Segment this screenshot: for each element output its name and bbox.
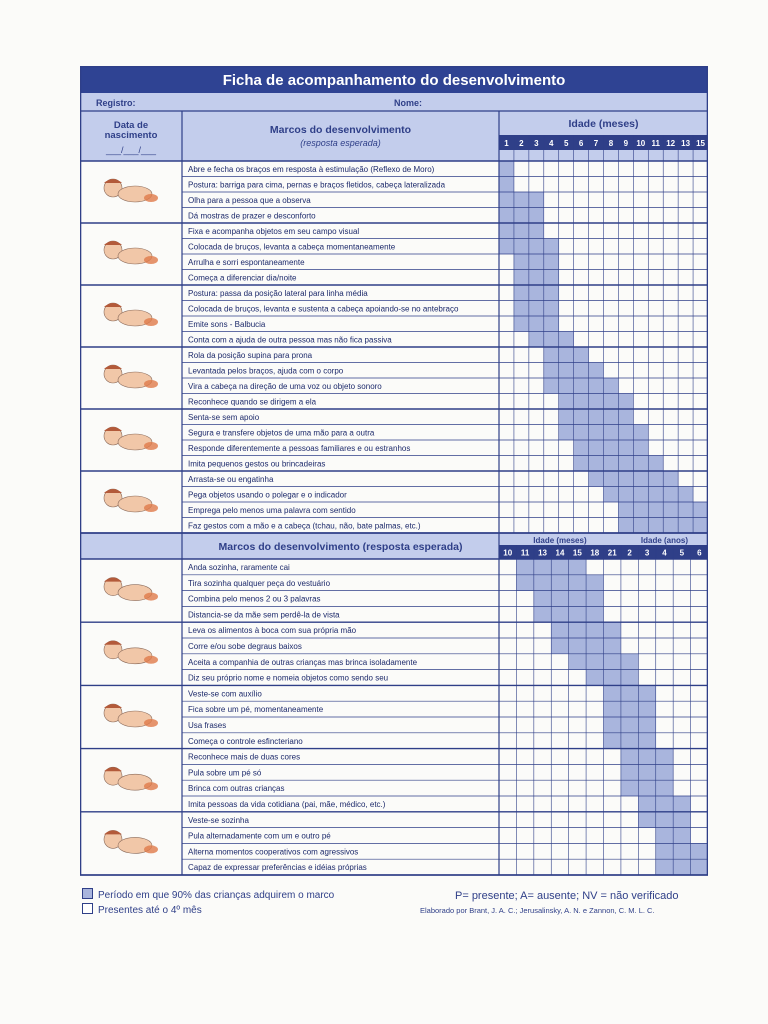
shade2-5-3 [551,638,568,654]
shade1-19-6 [589,456,604,472]
milestone1-22: Emprega pelo menos uma palavra com sentido [188,506,356,515]
shade2-8-6 [604,685,621,701]
milestone1-1: Postura: barriga para cima, pernas e braços fletidos, cabeça lateralizada [188,180,446,190]
baby-illustration-hair-4 [104,427,122,431]
age2-col-10: 5 [679,548,685,558]
milestone2-4: Leva os alimentos à boca com sua própria mão [188,626,357,636]
shade2-6-4 [569,654,586,670]
shade2-2-5 [586,591,603,607]
age-col-5: 5 [563,139,569,148]
baby-illustration-limb-2 [144,318,158,326]
milestone1-19: Imita pequenos gestos ou brincadeiras [188,459,326,469]
shade1-18-5 [574,440,589,456]
age-col-2: 2 [519,139,524,148]
shade1-14-5 [574,378,589,394]
baby-illustration-limb-8 [144,719,158,727]
milestone1-7: Começa a diferenciar dia/noite [188,273,297,283]
milestone1-8: Postura: passa da posição lateral para linha média [188,289,368,298]
shade2-13-7 [621,764,638,780]
shade1-15-7 [604,394,619,410]
age-col-8: 8 [608,139,614,148]
baby-illustration-limb-3 [144,380,158,388]
shade1-15-5 [574,394,589,410]
baby-illustration-limb-4 [144,442,158,450]
shade1-20-8 [618,471,633,487]
shade1-12-3 [544,347,559,363]
milestone2-10: Usa frases [188,721,227,730]
shade1-7-1 [514,270,529,286]
age2-col-6: 21 [607,548,617,558]
milestone2-6: Aceita a companhia de outras crianças mas brinca isoladamente [188,657,418,667]
age-col-11: 11 [651,139,660,148]
shade1-13-3 [544,363,559,379]
age-col-12: 12 [666,139,676,148]
shade2-6-7 [621,654,638,670]
shade2-8-8 [638,685,655,701]
shade1-18-6 [589,440,604,456]
milestone1-15: Reconhece quando se dirigem a ela [188,397,317,407]
shade1-23-11 [663,518,678,534]
shade2-13-8 [638,764,655,780]
age-col-13: 13 [681,139,691,148]
shade2-5-4 [569,638,586,654]
baby-illustration-hair-9 [104,767,122,771]
milestone1-2: Olha para a pessoa que a observa [188,196,311,205]
shade1-17-7 [604,425,619,441]
shade1-10-2 [529,316,544,332]
shade1-18-8 [618,440,633,456]
age-col-1: 1 [504,139,509,148]
milestone2-3: Distancia-se da mãe sem perdê-la de vista [188,610,340,620]
milestone2-11: Começa o controle esfincteriano [188,736,303,746]
milestone2-2: Combina pelo menos 2 ou 3 palavras [188,594,321,604]
shade2-2-4 [569,591,586,607]
shade1-5-1 [514,239,529,255]
milestone1-20: Arrasta-se ou engatinha [188,475,274,484]
milestone2-0: Anda sozinha, raramente cai [188,563,290,572]
shade1-9-3 [544,301,559,317]
shade2-1-4 [569,575,586,591]
milestone1-4: Fixa e acompanha objetos em seu campo visual [188,227,360,236]
baby-illustration-hair-0 [104,179,122,183]
shade2-19-11 [691,859,708,875]
shade2-3-2 [534,606,551,622]
milestone1-0: Abre e fecha os braços em resposta à estimulação (Reflexo de Moro) [188,165,435,174]
shade1-14-4 [559,378,574,394]
shade2-9-8 [638,701,655,717]
shade1-16-6 [589,409,604,425]
shade2-19-10 [673,859,690,875]
age2-col-11: 6 [697,548,702,558]
shade2-0-1 [516,559,533,575]
birth-header-line2: nascimento [104,130,158,141]
baby-illustration-hair-2 [104,303,122,307]
shade1-4-0 [499,223,514,239]
age-col-15: 15 [696,139,705,148]
shade1-9-2 [529,301,544,317]
shade1-22-13 [693,502,708,518]
shade1-5-3 [544,239,559,255]
shade1-8-2 [529,285,544,301]
milestone1-13: Levantada pelos braços, ajuda com o corpo [188,366,344,376]
shade2-1-1 [516,575,533,591]
baby-illustration-limb-9 [144,782,158,790]
baby-illustration-limb-7 [144,656,158,664]
legend-white [82,903,202,916]
shade1-9-1 [514,301,529,317]
milestone1-16: Senta-se sem apoio [188,413,260,422]
baby-illustration-hair-6 [104,578,122,582]
shade2-14-7 [621,780,638,796]
shade2-9-7 [621,701,638,717]
shade1-21-11 [663,487,678,503]
baby-illustration-hair-1 [104,241,122,245]
shade2-6-6 [604,654,621,670]
shade2-15-9 [656,796,673,812]
baby-illustration-limb-6 [144,593,158,601]
age-col-10: 10 [636,139,646,148]
shade1-22-8 [618,502,633,518]
shade1-21-9 [633,487,648,503]
shade1-7-2 [529,270,544,286]
shade2-8-7 [621,685,638,701]
shade1-15-4 [559,394,574,410]
shade1-8-3 [544,285,559,301]
shade1-21-10 [648,487,663,503]
shade2-7-5 [586,670,603,686]
shade2-4-4 [569,622,586,638]
milestone1-10: Emite sons - Balbucia [188,320,266,329]
shade1-18-9 [633,440,648,456]
shade2-4-5 [586,622,603,638]
shade1-2-0 [499,192,514,208]
shade1-21-7 [604,487,619,503]
milestone1-12: Rola da posição supina para prona [188,351,313,360]
baby-illustration-hair-7 [104,641,122,645]
shade1-17-9 [633,425,648,441]
shade1-19-9 [633,456,648,472]
shade2-11-8 [638,733,655,749]
milestone1-3: Dá mostras de prazer e desconforto [188,211,316,221]
shade2-17-10 [673,828,690,844]
development-sheet [80,66,708,918]
shade2-11-6 [604,733,621,749]
shade1-16-5 [574,409,589,425]
milestone2-15: Imita pessoas da vida cotidiana (pai, mãe, médico, etc.) [188,800,386,809]
shade2-5-6 [604,638,621,654]
shade2-4-6 [604,622,621,638]
shade1-6-3 [544,254,559,270]
shade1-17-8 [618,425,633,441]
shade1-16-4 [559,409,574,425]
shade1-22-11 [663,502,678,518]
milestone2-13: Pula sobre um pé só [188,768,262,778]
shade2-11-7 [621,733,638,749]
shade1-3-2 [529,208,544,224]
shade1-6-1 [514,254,529,270]
milestone2-14: Brinca com outras crianças [188,784,285,794]
shade1-22-10 [648,502,663,518]
shade1-23-8 [618,518,633,534]
shade2-3-3 [551,606,568,622]
shade2-13-9 [656,764,673,780]
legend-shaded [82,888,334,901]
milestone2-19: Capaz de expressar preferências e idéias próprias [188,863,367,873]
section1-age-header: Idade (meses) [568,118,639,130]
shade2-1-2 [534,575,551,591]
age-col-6: 6 [578,139,584,148]
section1-title: Marcos do desenvolvimento [269,124,412,136]
shade1-11-3 [544,332,559,348]
shade1-23-9 [633,518,648,534]
milestone2-1: Tira sozinha qualquer peça do vestuário [188,578,331,588]
baby-illustration-hair-5 [104,489,122,493]
shade1-17-6 [589,425,604,441]
nome-label: Nome: [394,98,423,108]
milestone2-9: Fica sobre um pé, momentaneamente [188,705,324,715]
birth-header-line1: Data de [113,120,149,131]
section2-months-label: Idade (meses) [533,536,587,545]
shade1-22-9 [633,502,648,518]
milestone1-14: Vira a cabeça na direção de uma voz ou objeto sonoro [188,382,382,391]
shade2-16-8 [638,812,655,828]
shade1-13-4 [559,363,574,379]
registro-label: Registro: [96,98,136,108]
shade1-13-6 [589,363,604,379]
shade1-5-2 [529,239,544,255]
shade2-15-8 [638,796,655,812]
shade2-14-9 [656,780,673,796]
milestone1-18: Responde diferentemente a pessoas familiares e ou estranhos [188,444,411,453]
shade1-20-9 [633,471,648,487]
shade2-7-7 [621,670,638,686]
shade1-3-0 [499,208,514,224]
age2-col-8: 3 [644,548,650,558]
shade1-20-7 [604,471,619,487]
shade2-16-10 [673,812,690,828]
shade1-1-0 [499,177,514,193]
shade2-19-9 [656,859,673,875]
shade1-3-1 [514,208,529,224]
shade1-21-8 [618,487,633,503]
milestone1-17: Segura e transfere objetos de uma mão para a outra [188,428,375,438]
shade1-23-10 [648,518,663,534]
shade2-9-6 [604,701,621,717]
age-col-7: 7 [593,139,599,148]
shade2-6-5 [586,654,603,670]
shade1-8-1 [514,285,529,301]
shade2-10-8 [638,717,655,733]
shade1-19-7 [604,456,619,472]
age-col-3: 3 [534,139,539,148]
baby-illustration-hair-10 [104,830,122,834]
section2-title: Marcos do desenvolvimento (resposta esperada) [218,541,463,553]
shade2-0-4 [569,559,586,575]
age2-col-3: 14 [555,548,565,558]
shade1-16-8 [618,409,633,425]
shade1-0-0 [499,161,514,177]
shade1-12-4 [559,347,574,363]
shade1-2-1 [514,192,529,208]
shade1-21-12 [678,487,693,503]
shade2-2-3 [551,591,568,607]
milestone2-16: Veste-se sozinha [188,815,249,825]
section2-years-label: Idade (anos) [640,536,689,545]
legend-white-swatch [82,903,93,914]
shade2-3-4 [569,606,586,622]
milestone1-23: Faz gestos com a mão e a cabeça (tchau, não, bate palmas, etc.) [188,521,421,531]
shade2-5-5 [586,638,603,654]
milestone1-9: Colocada de bruços, levanta e sustenta a cabeça apoiando-se no antebraço [188,304,459,314]
shade1-15-6 [589,394,604,410]
credit: Elaborado por Brant, J. A. C.; Jerusalinsky, A. N. e Zannon, C. M. L. C. [420,906,655,915]
shade1-15-8 [618,394,633,410]
age2-col-1: 11 [520,548,530,558]
legend-shaded-text: Período em que 90% das crianças adquirem o marco [98,890,335,901]
shade2-14-8 [638,780,655,796]
shade2-10-6 [604,717,621,733]
milestone1-6: Arrulha e sorri espontaneamente [188,258,305,267]
age2-col-9: 4 [662,548,667,558]
milestone2-7: Diz seu próprio nome e nomeia objetos como sendo seu [188,673,389,683]
milestone2-17: Pula alternadamente com um e outro pé [188,831,331,841]
shade1-11-4 [559,332,574,348]
shade1-10-3 [544,316,559,332]
age2-col-7: 2 [627,548,632,558]
baby-illustration-limb-5 [144,504,158,512]
shade2-1-3 [551,575,568,591]
shade1-5-0 [499,239,514,255]
shade2-0-3 [551,559,568,575]
legend-white-text: Presentes até o 4º mês [98,905,202,916]
age2-col-0: 10 [503,548,513,558]
legend-codes: P= presente; A= ausente; NV = não verificado [455,890,679,902]
baby-illustration-hair-8 [104,704,122,708]
shade2-2-2 [534,591,551,607]
shade2-7-6 [604,670,621,686]
shade1-4-1 [514,223,529,239]
shade2-1-5 [586,575,603,591]
legend-shaded-swatch [82,888,93,899]
shade1-19-8 [618,456,633,472]
shade2-0-2 [534,559,551,575]
milestone2-8: Veste-se com auxílio [188,689,262,699]
shade2-10-7 [621,717,638,733]
birth-date-blank: ___/___/___ [105,145,157,155]
baby-illustration-limb-0 [144,194,158,202]
shade1-13-5 [574,363,589,379]
shade2-3-5 [586,606,603,622]
shade1-14-6 [589,378,604,394]
shade2-18-11 [691,843,708,859]
shade1-6-2 [529,254,544,270]
shade1-16-7 [604,409,619,425]
baby-illustration-limb-10 [144,845,158,853]
milestone1-21: Pega objetos usando o polegar e o indicador [188,490,347,500]
age2-col-2: 13 [538,548,547,558]
section1-subtitle: (resposta esperada) [300,138,381,148]
shade2-15-10 [673,796,690,812]
baby-illustration-limb-1 [144,256,158,264]
shade1-4-2 [529,223,544,239]
shade1-23-13 [693,518,708,534]
milestone1-5: Colocada de bruços, levanta a cabeça momentaneamente [188,242,396,252]
milestone2-5: Corre e/ou sobe degraus baixos [188,642,302,651]
shade1-19-10 [648,456,663,472]
shade2-4-3 [551,622,568,638]
shade2-12-7 [621,749,638,765]
age2-col-5: 18 [590,548,600,558]
development-chart [80,66,708,918]
age-col-4: 4 [549,139,554,148]
shade1-19-5 [574,456,589,472]
shade2-12-8 [638,749,655,765]
shade1-22-12 [678,502,693,518]
shade2-18-10 [673,843,690,859]
shade2-12-9 [656,749,673,765]
shade1-14-3 [544,378,559,394]
shade1-14-7 [604,378,619,394]
shade1-18-7 [604,440,619,456]
shade2-16-9 [656,812,673,828]
milestone1-11: Conta com a ajuda de outra pessoa mas não fica passiva [188,335,392,345]
shade1-2-2 [529,192,544,208]
shade1-11-2 [529,332,544,348]
shade1-20-11 [663,471,678,487]
milestone2-18: Alterna momentos cooperativos com agressivos [188,847,359,857]
shade1-17-5 [574,425,589,441]
baby-illustration-hair-3 [104,365,122,369]
shade1-23-12 [678,518,693,534]
shade1-20-10 [648,471,663,487]
shade1-17-4 [559,425,574,441]
shade2-18-9 [656,843,673,859]
milestone2-12: Reconhece mais de duas cores [188,752,301,762]
shade1-20-6 [589,471,604,487]
age2-col-4: 15 [572,548,582,558]
age-col-9: 9 [623,139,629,148]
shade1-7-3 [544,270,559,286]
shade2-17-9 [656,828,673,844]
page-title: Ficha de acompanhamento do desenvolvimento [222,72,566,89]
shade1-12-5 [574,347,589,363]
shade1-10-1 [514,316,529,332]
